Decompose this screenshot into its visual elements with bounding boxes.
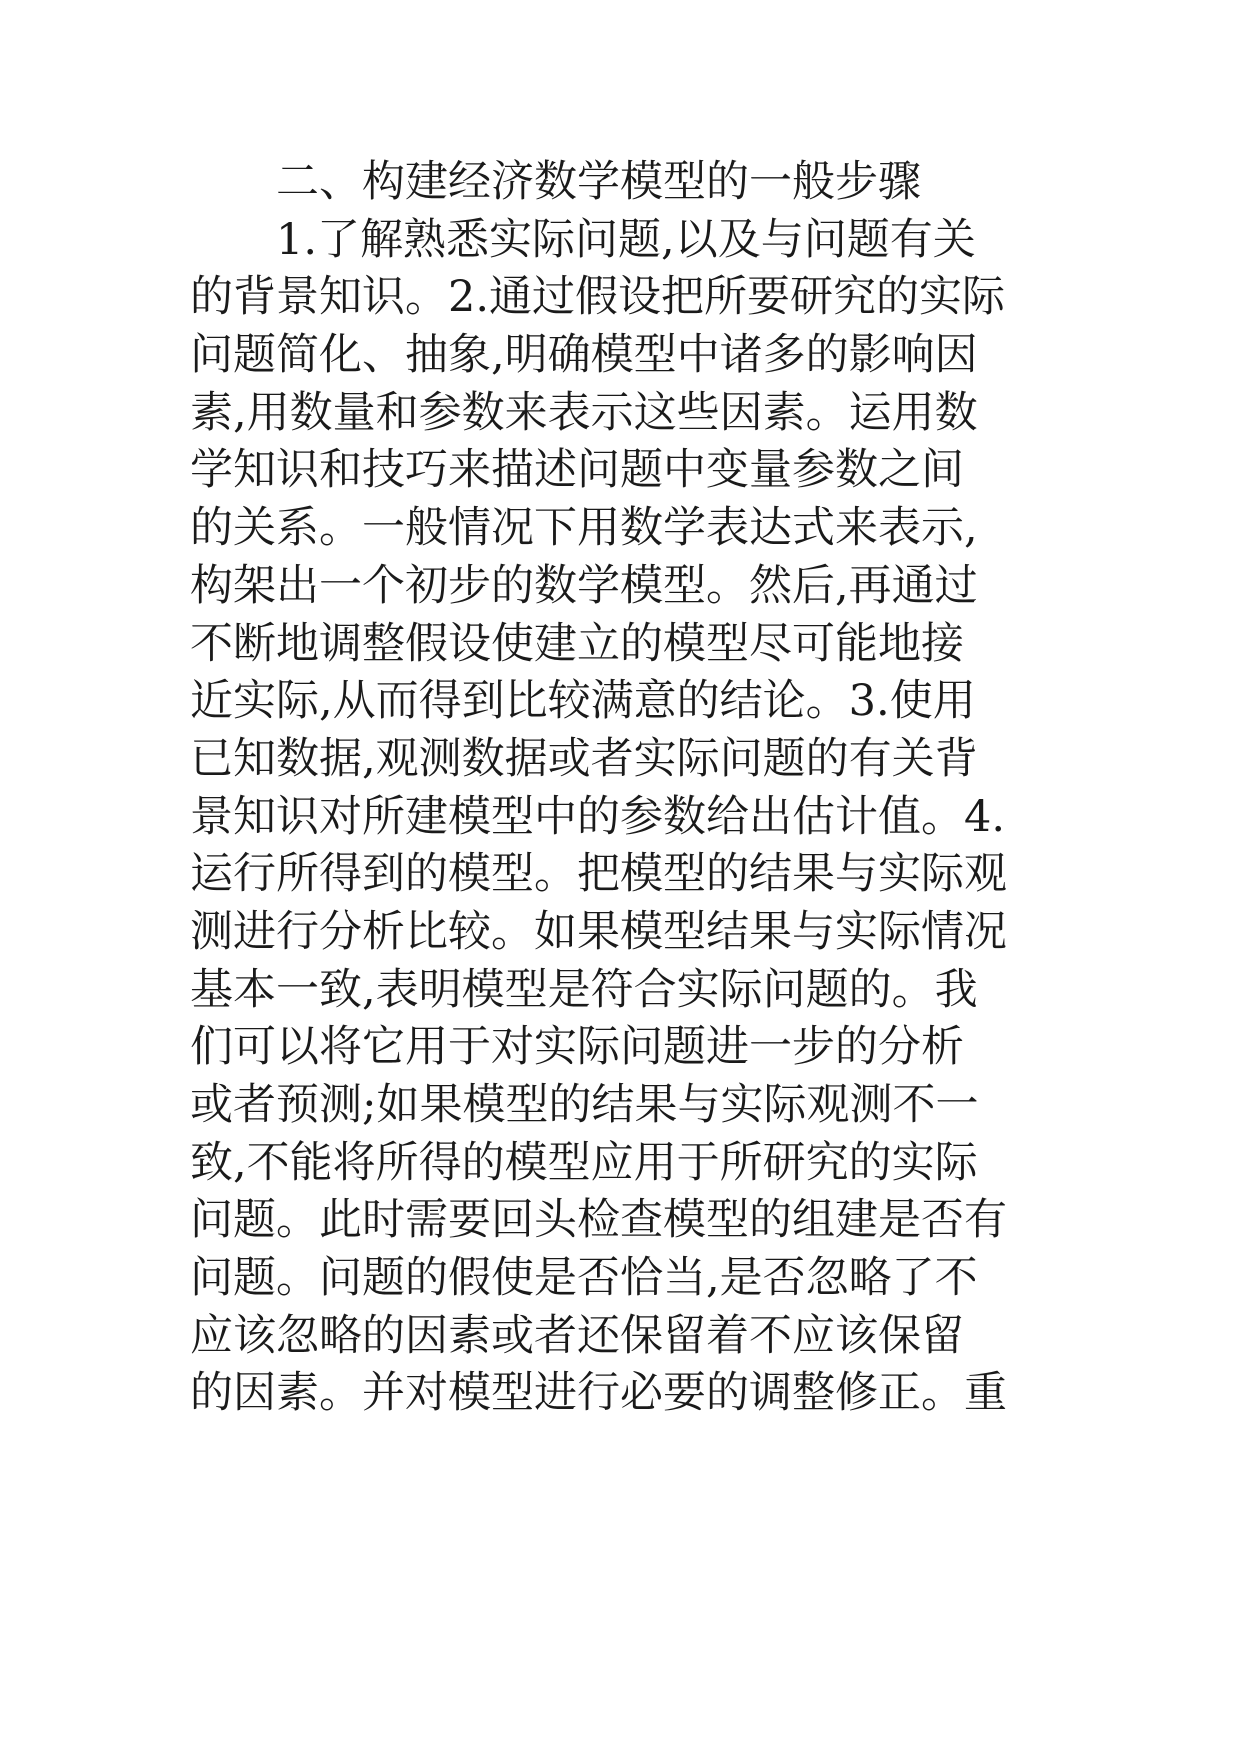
paragraph-line: 们可以将它用于对实际问题进一步的分析	[190, 1022, 964, 1073]
paragraph-line: 应该忽略的因素或者还保留着不应该保留	[190, 1310, 964, 1361]
paragraph-line: 构架出一个初步的数学模型。然后,再通过	[190, 560, 978, 611]
section-heading: 二、构建经济数学模型的一般步骤	[276, 157, 921, 207]
paragraph-line: 已知数据,观测数据或者实际问题的有关背	[190, 733, 978, 784]
paragraph-line: 学知识和技巧来描述问题中变量参数之间	[190, 445, 964, 496]
paragraph-line: 致,不能将所得的模型应用于所研究的实际	[190, 1137, 978, 1188]
paragraph-line: 近实际,从而得到比较满意的结论。3.使用	[190, 676, 976, 727]
paragraph-line: 的关系。一般情况下用数学表达式来表示,	[190, 503, 978, 554]
paragraph-line: 运行所得到的模型。把模型的结果与实际观	[190, 849, 1007, 900]
body-text	[190, 154, 1070, 1423]
paragraph-line: 1.了解熟悉实际问题,以及与问题有关	[276, 214, 976, 265]
paragraph-line: 问题。问题的假使是否恰当,是否忽略了不	[190, 1253, 978, 1304]
paragraph-line: 基本一致,表明模型是符合实际问题的。我	[190, 964, 978, 1015]
paragraph-line: 测进行分析比较。如果模型结果与实际情况	[190, 906, 1007, 957]
paragraph-line: 景知识对所建模型中的参数给出估计值。4.	[190, 791, 1006, 842]
paragraph-line: 素,用数量和参数来表示这些因素。运用数	[190, 387, 978, 438]
paragraph-line: 不断地调整假设使建立的模型尽可能地接	[190, 618, 964, 669]
paragraph-line: 问题简化、抽象,明确模型中诸多的影响因	[190, 330, 978, 381]
paragraph-line: 的背景知识。2.通过假设把所要研究的实际	[190, 272, 1006, 323]
paragraph-line: 问题。此时需要回头检查模型的组建是否有	[190, 1195, 1007, 1246]
paragraph-line: 的因素。并对模型进行必要的调整修正。重	[190, 1368, 1007, 1419]
paragraph-line: 或者预测;如果模型的结果与实际观测不一	[190, 1080, 979, 1130]
